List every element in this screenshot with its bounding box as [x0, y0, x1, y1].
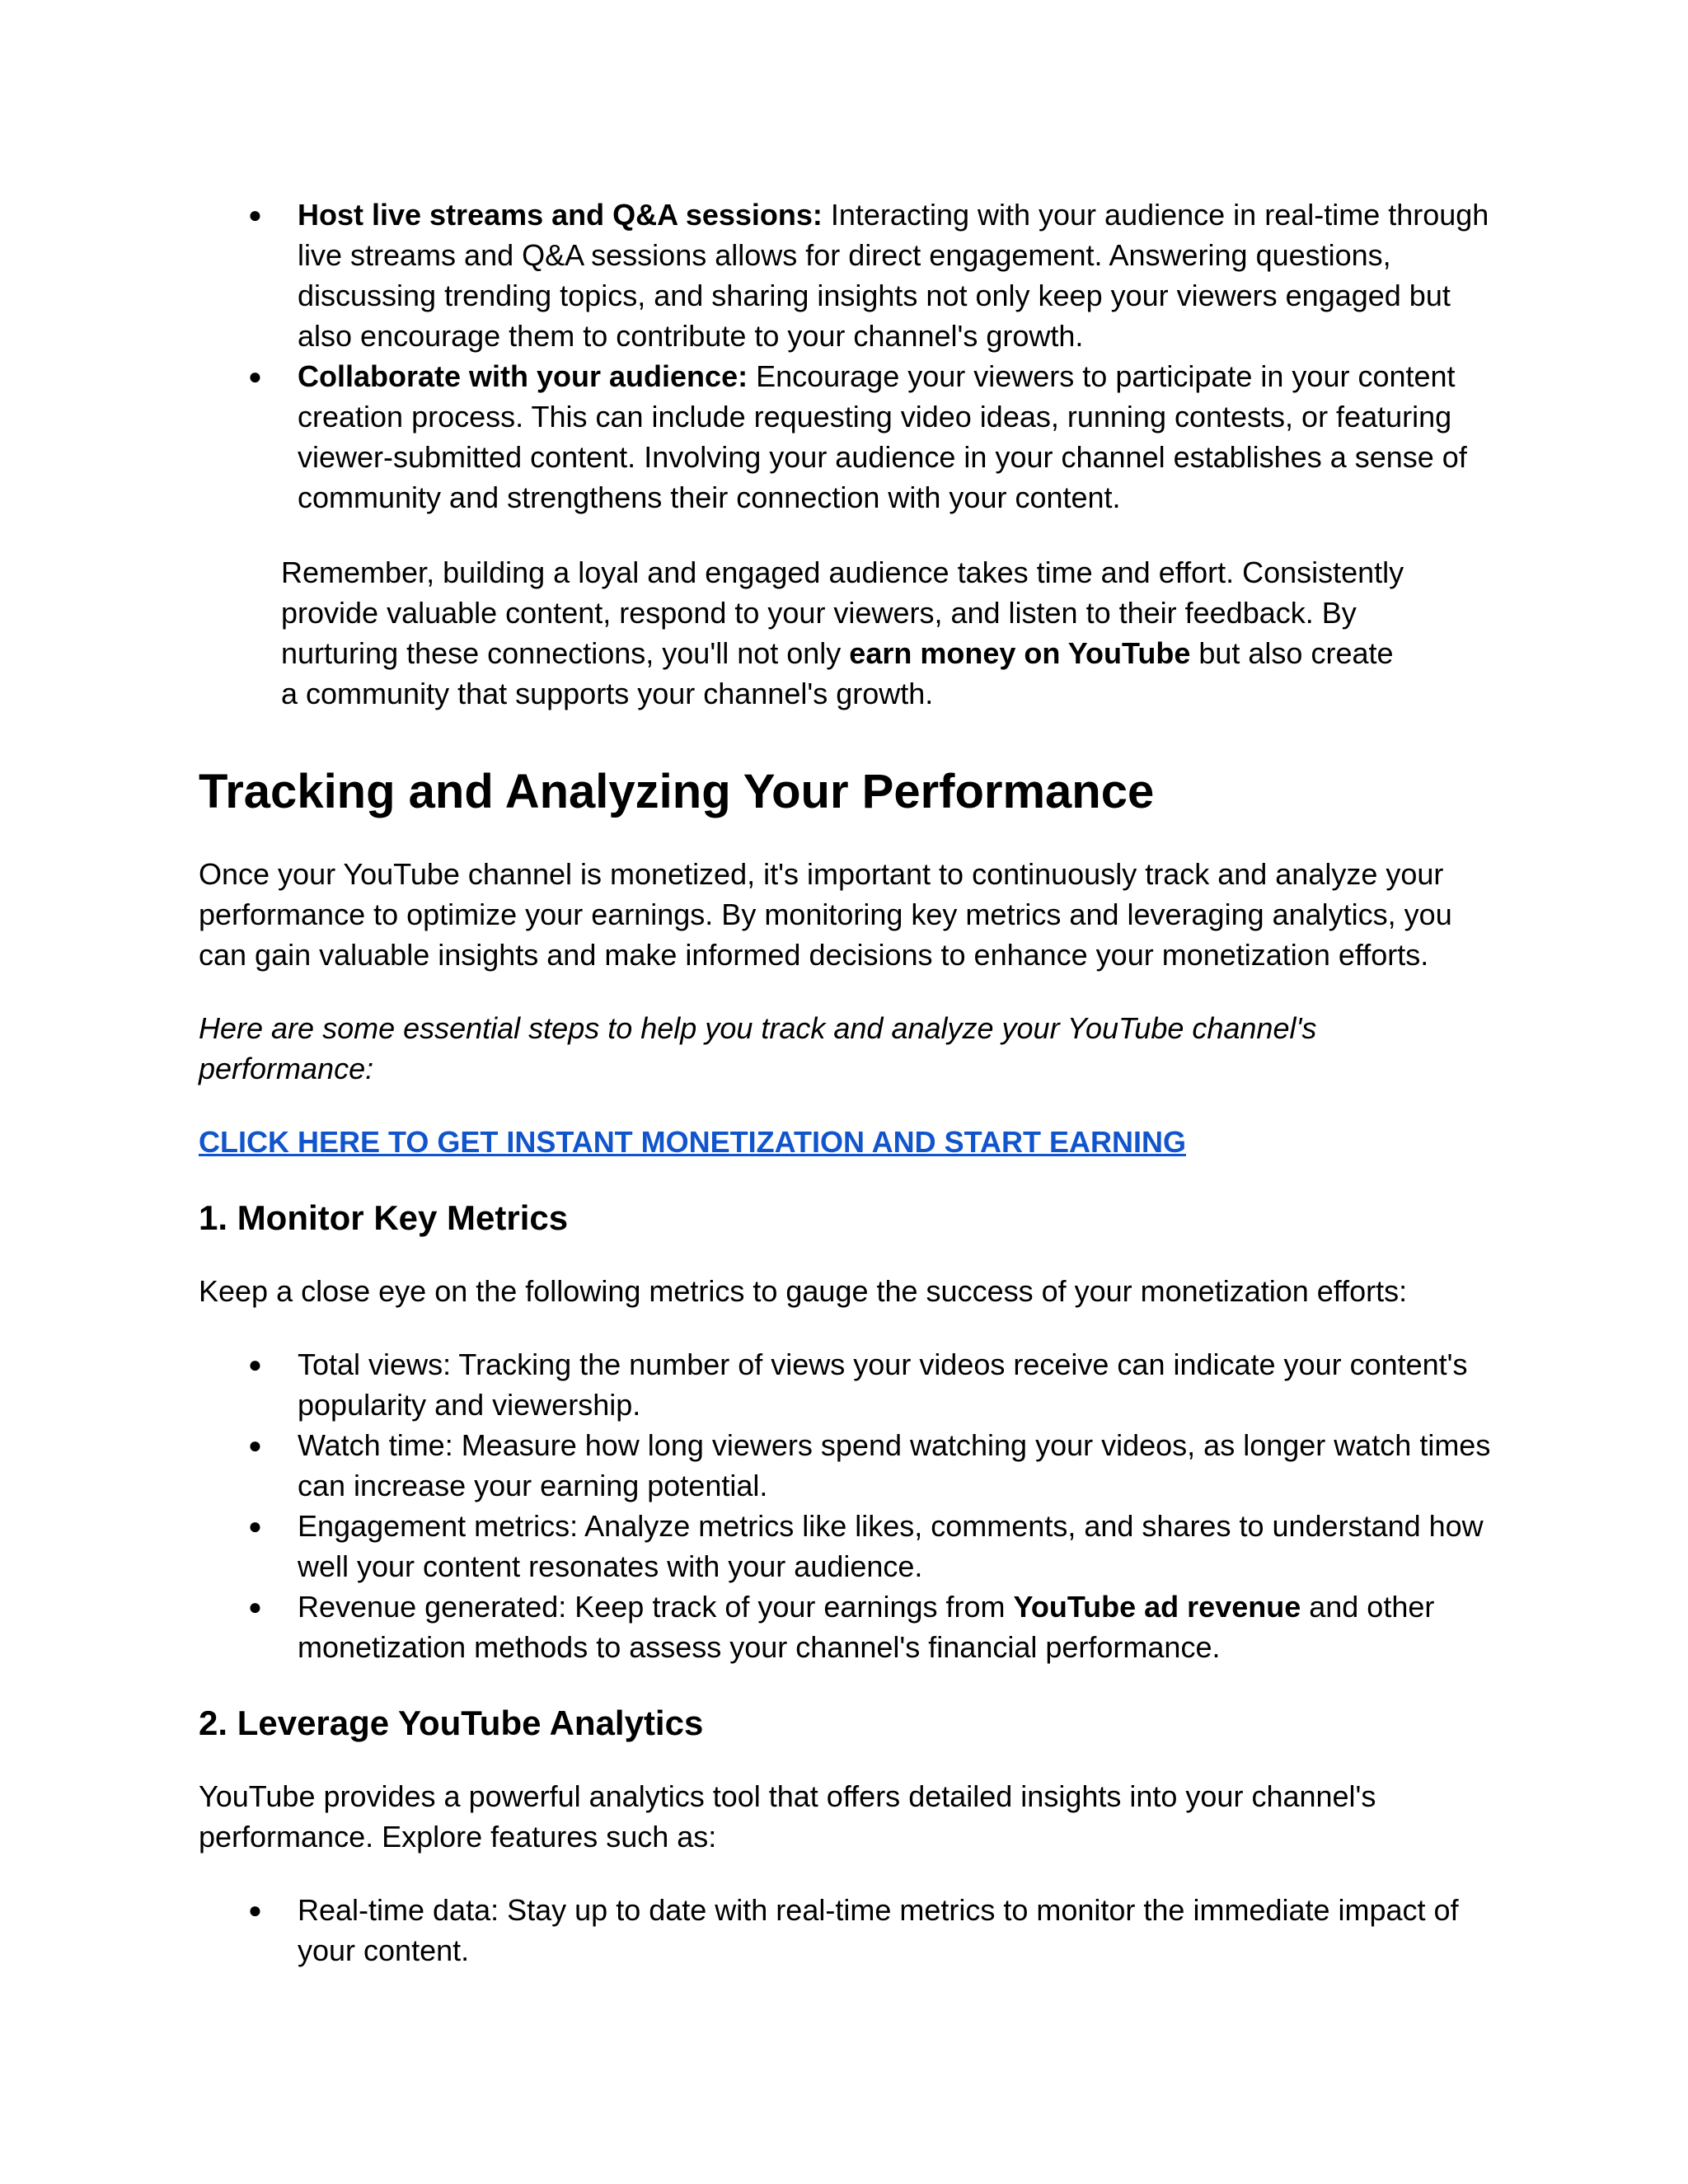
- list-item: ● Engagement metrics: Analyze metrics like likes, comments, and shares to understand how well your content resonates with your audience.: [248, 1506, 1493, 1586]
- earn-money-emphasis: earn money on YouTube: [849, 636, 1191, 670]
- bullet-text: Interacting with your audience in real-time through live streams and Q&A sessions allows for direct engagement. Answering questions, discussing trending topics, and sharing insights not only keep your viewers engaged but also encourage them to contribute to your channel's growth.: [298, 198, 1489, 353]
- list-item: ● Real-time data: Stay up to date with real-time metrics to monitor the immediate impact of your content.: [248, 1890, 1493, 1971]
- list-item: ● Watch time: Measure how long viewers spend watching your videos, as longer watch times can increase your earning potential.: [248, 1425, 1493, 1506]
- remember-paragraph: Remember, building a loyal and engaged audience takes time and effort. Consistently provide valuable content, respond to your viewers, and listen to their feedback. By nurturing these connections, you'll not only earn money on YouTube but also create a community that supports your channel's growth.: [281, 555, 1404, 710]
- metrics-intro: Keep a close eye on the following metrics to gauge the success of your monetization efforts:: [199, 1274, 1408, 1308]
- ad-revenue-emphasis: YouTube ad revenue: [1013, 1590, 1301, 1624]
- list-item: ● Total views: Tracking the number of views your videos receive can indicate your content's popularity and viewership.: [248, 1344, 1493, 1425]
- cta-paragraph: [199, 1122, 1493, 1162]
- bullet-icon: ●: [248, 1352, 262, 1377]
- bullet-icon: ●: [248, 1432, 262, 1458]
- engagement-bullet-list: [248, 194, 1493, 518]
- section-title: Tracking and Analyzing Your Performance: [199, 765, 1155, 818]
- analytics-bullet-list: [248, 1890, 1493, 1971]
- bullet-bold-lead: Host live streams and Q&A sessions:: [298, 198, 823, 232]
- monetization-cta-link[interactable]: CLICK HERE TO GET INSTANT MONETIZATION AND START EARNING: [199, 1125, 1186, 1159]
- bullet-bold-lead: Collaborate with your audience:: [298, 359, 748, 393]
- bullet-text: Encourage your viewers to participate in your content creation process. This can include requesting video ideas, running contests, or featuring viewer-submitted content. Involving your audience in your channel establishes a sense of community and strengthens their connection with your content.: [298, 359, 1467, 514]
- list-item: [248, 194, 1493, 356]
- steps-intro: Here are some essential steps to help you track and analyze your YouTube channel's performance:: [199, 1011, 1317, 1085]
- analytics-intro: YouTube provides a powerful analytics tool that offers detailed insights into your channel's performance. Explore features such as:: [199, 1779, 1376, 1854]
- intro-paragraph: Once your YouTube channel is monetized, it's important to continuously track and analyze your performance to optimize your earnings. By monitoring key metrics and leveraging analytics, you can gain valuable insights and make informed decisions to enhance your monetization efforts.: [199, 857, 1452, 972]
- bullet-icon: ●: [248, 1897, 262, 1923]
- heading-monitor-key-metrics: 1. Monitor Key Metrics: [199, 1198, 569, 1237]
- document-content: [199, 194, 1493, 1971]
- bullet-icon: ●: [248, 202, 262, 227]
- heading-leverage-analytics: 2. Leverage YouTube Analytics: [199, 1704, 704, 1742]
- bullet-icon: ●: [248, 1513, 262, 1539]
- metrics-bullet-list: [248, 1344, 1493, 1667]
- bullet-icon: ●: [248, 363, 262, 389]
- list-item: ● Revenue generated: Keep track of your earnings from YouTube ad revenue and other monetization methods to assess your channel's financial performance.: [248, 1586, 1493, 1667]
- bullet-icon: ●: [248, 1594, 262, 1619]
- list-item: [248, 356, 1493, 518]
